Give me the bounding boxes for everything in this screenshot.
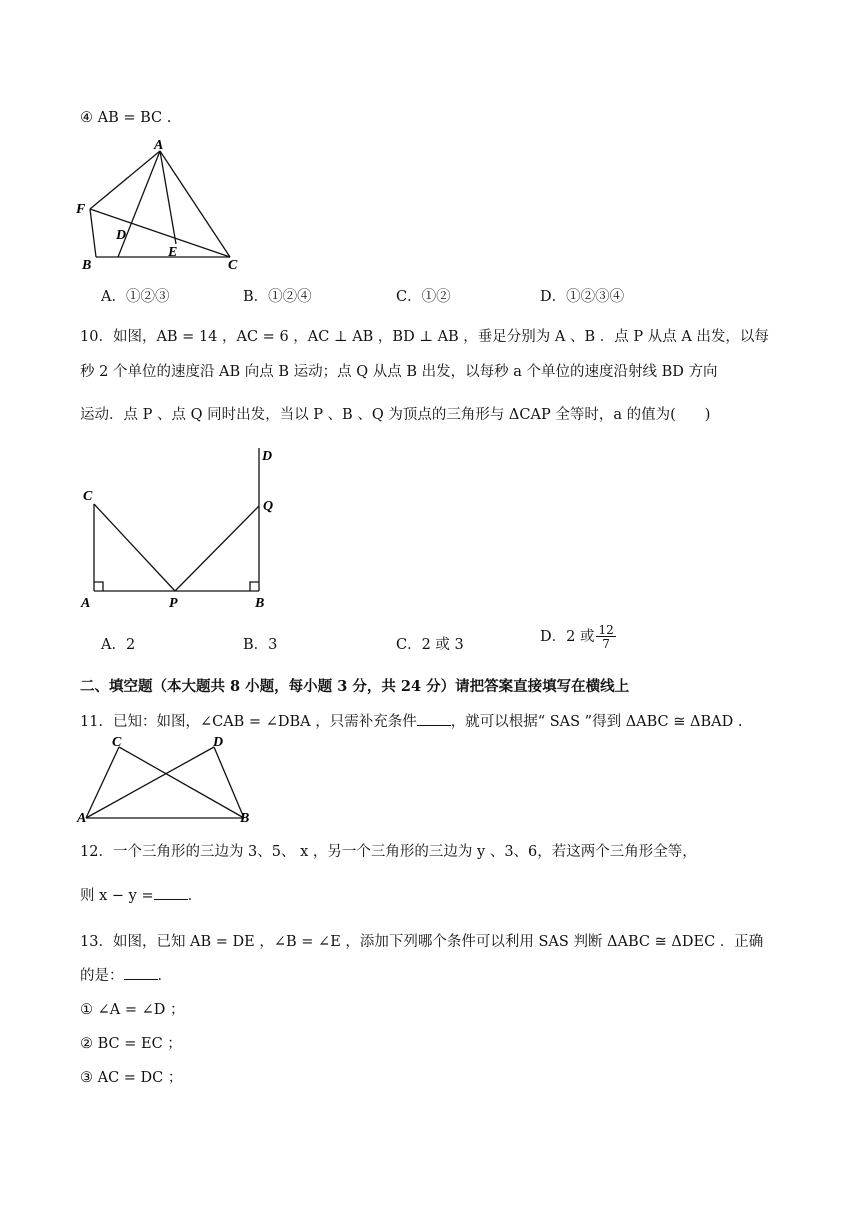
q10-label-a: A: [81, 596, 91, 611]
q10-option-b: B．3: [243, 637, 278, 653]
q11-text-pre: 11．已知：如图，∠CAB = ∠DBA ，只需补充条件: [80, 714, 417, 730]
q9-figure: [70, 135, 250, 275]
q13-line-1: 13．如图，已知 AB = DE ，∠B = ∠E ，添加下列哪个条件可以利用 SAS 判断 ΔABC ≅ ΔDEC ．正确: [80, 934, 764, 950]
q13-answer-blank[interactable]: [124, 965, 158, 980]
q10-option-d: [540, 624, 616, 650]
q11-line: [80, 710, 742, 731]
q9-label-c: C: [228, 258, 238, 273]
q10-option-d-fraction: [596, 624, 615, 650]
q11-text-post: ，就可以根据“ SAS ”得到 ΔABC ≅ ΔBAD .: [450, 714, 743, 730]
q10-figure: [75, 440, 285, 615]
q9-label-f: F: [76, 202, 86, 217]
q10-label-c: C: [83, 489, 93, 504]
q10-frac-numerator: 12: [598, 623, 614, 637]
q9-label-a: A: [154, 138, 164, 153]
q9-option-c: C．①②: [396, 289, 451, 305]
q9-condition-4: ④ AB = BC .: [80, 110, 172, 126]
q12-text-pre: 则 x − y =: [80, 888, 154, 904]
q12-text-post: ．: [187, 888, 203, 904]
q13-condition-3: ③ AC = DC ；: [80, 1070, 183, 1086]
q9-option-a: A．①②③: [101, 289, 170, 305]
q10-label-b: B: [255, 596, 265, 611]
q9-label-e: E: [168, 245, 178, 260]
q10-option-c: C．2 或 3: [396, 637, 464, 653]
q11-label-d: D: [213, 735, 224, 750]
q9-option-b: B．①②④: [243, 289, 312, 305]
q13-text-post: ．: [157, 968, 172, 984]
section-2-heading: 二、填空题（本大题共 8 小题，每小题 3 分，共 24 分）请把答案直接填写在横线上: [80, 678, 630, 695]
q11-label-c: C: [112, 735, 122, 750]
q13-condition-1: ① ∠A = ∠D ；: [80, 1002, 185, 1018]
q9-option-d: D．①②③④: [540, 289, 625, 305]
q12-line-1: 12．一个三角形的三边为 3、5、 x ，另一个三角形的三边为 y 、3、6，若这两个三角形全等，: [80, 844, 697, 860]
q12-line-2: [80, 884, 202, 905]
q10-label-d: D: [262, 449, 273, 464]
q10-option-d-text: D．2 或: [540, 629, 595, 645]
q9-label-b: B: [82, 258, 92, 273]
q13-text-pre: 的是：: [80, 968, 124, 984]
q10-frac-denominator: 7: [602, 637, 610, 651]
q12-answer-blank[interactable]: [154, 885, 188, 900]
q10-line-1: 10．如图，AB = 14 ，AC = 6 ，AC ⊥ AB ，BD ⊥ AB ，垂足分别为 A 、B ．点 P 从点 A 出发，以每: [80, 329, 769, 345]
q10-line-3: 运动．点 P 、点 Q 同时出发，当以 P 、B 、Q 为顶点的三角形与 ΔCAP 全等时，a 的值为( ): [80, 407, 711, 423]
q10-label-q: Q: [263, 499, 274, 514]
q11-label-b: B: [240, 811, 250, 824]
q11-answer-blank[interactable]: [417, 711, 451, 726]
q10-option-a: A．2: [101, 637, 136, 653]
q9-label-d: D: [116, 228, 127, 243]
q13-line-2: [80, 964, 172, 985]
q10-label-p: P: [169, 596, 178, 611]
q10-line-2: 秒 2 个单位的速度沿 AB 向点 B 运动；点 Q 从点 B 出发，以每秒 a 个单位的速度沿射线 BD 方向: [80, 364, 718, 380]
q11-label-a: A: [77, 811, 87, 824]
q13-condition-2: ② BC = EC ；: [80, 1036, 182, 1052]
q11-figure: [75, 732, 260, 824]
